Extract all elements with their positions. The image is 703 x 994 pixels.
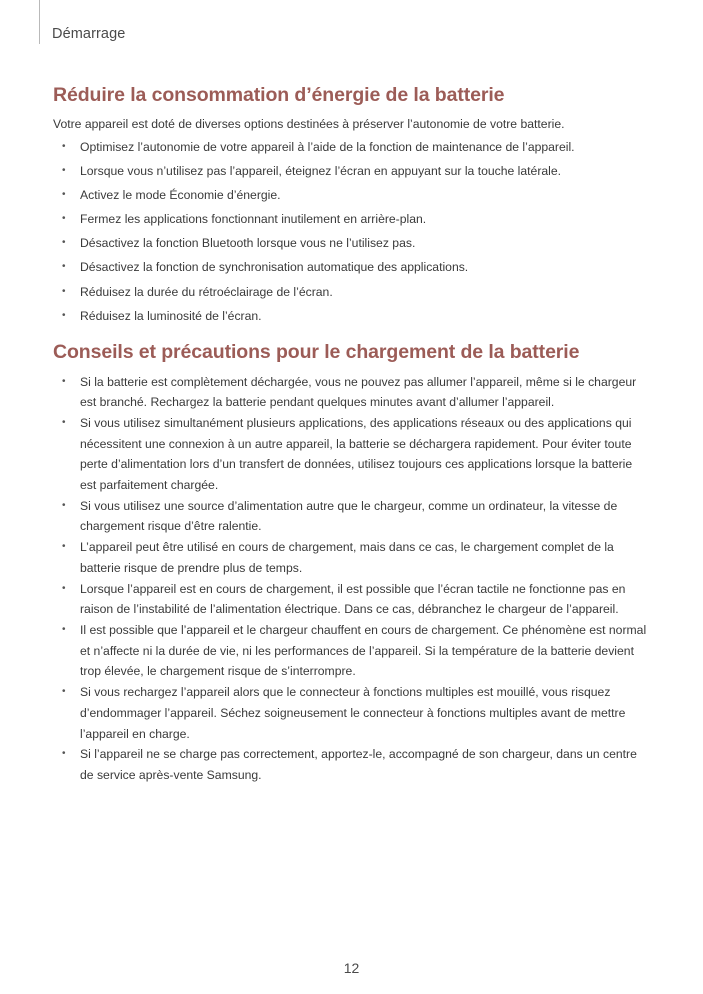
bullet-icon: • xyxy=(62,165,66,177)
list-item xyxy=(53,139,648,155)
list-item xyxy=(53,259,648,275)
list-item xyxy=(53,744,648,785)
list-item-text: Lorsque vous n’utilisez pas l’appareil, éteignez l’écran en appuyant sur la touche latérale. xyxy=(80,164,562,179)
bullet-icon: • xyxy=(62,141,66,152)
bullet-icon: • xyxy=(62,748,66,760)
list-item-text: Réduisez la durée du rétroéclairage de l’écran. xyxy=(80,284,333,299)
list-item-text: Si vous utilisez simultanément plusieurs applications, des applications réseaux ou des applications qui nécessitent une connexion à un autre appareil, la batterie se déchargera rapidement. Pour éviter toute perte d’alimentation lors d’un transfert de données, utilisez toujours ces applications lorsque la batterie est parfaitement chargée. xyxy=(80,416,633,492)
bullet-icon: • xyxy=(62,285,66,297)
bullet-icon: • xyxy=(62,624,66,636)
list-item xyxy=(53,308,648,324)
bullet-icon: • xyxy=(62,189,66,201)
list-item xyxy=(53,211,648,227)
list-item-text: Désactivez la fonction Bluetooth lorsque vous ne l’utilisez pas. xyxy=(80,236,416,251)
list-item-text: Fermez les applications fonctionnant inutilement en arrière-plan. xyxy=(80,212,427,227)
bullet-icon: • xyxy=(62,582,66,594)
list-item-text: Activez le mode Économie d’énergie. xyxy=(80,188,281,203)
list-item-text: Optimisez l’autonomie de votre appareil à l’aide de la fonction de maintenance de l’appareil. xyxy=(80,140,575,154)
list-item xyxy=(53,413,648,495)
battery-saving-list xyxy=(53,139,648,324)
bullet-icon: • xyxy=(62,417,66,429)
list-item xyxy=(53,620,648,682)
bullet-icon: • xyxy=(62,541,66,553)
bullet-icon: • xyxy=(62,213,66,225)
list-item-text: Il est possible que l’appareil et le chargeur chauffent en cours de chargement. Ce phénomène est normal et n’affecte ni la durée de vie, ni les performances de l’appareil. Si la température de la batterie devient trop élevée, le chargement risque de s’interrompre. xyxy=(80,623,647,679)
list-item xyxy=(53,372,648,413)
list-item-text: Lorsque l’appareil est en cours de chargement, il est possible que l’écran tactile ne fonctionne pas en raison de l’instabilité de l’alimentation électrique. Dans ce cas, débranchez le chargeur de l’appareil. xyxy=(80,581,626,617)
bullet-icon: • xyxy=(62,375,66,387)
list-item xyxy=(53,537,648,578)
list-item-text: Désactivez la fonction de synchronisation automatique des applications. xyxy=(80,260,469,275)
list-item xyxy=(53,496,648,537)
page-number: 12 xyxy=(343,960,360,976)
section-heading-battery-saving: Réduire la consommation d’énergie de la batterie xyxy=(53,84,505,106)
list-item xyxy=(53,284,648,300)
section-intro: Votre appareil est doté de diverses options destinées à préserver l’autonomie de votre batterie. xyxy=(53,117,565,131)
list-item xyxy=(53,682,648,744)
chapter-title: Démarrage xyxy=(52,26,126,42)
list-item-text: Réduisez la luminosité de l’écran. xyxy=(80,308,262,323)
list-item-text: Si vous utilisez une source d’alimentation autre que le chargeur, comme un ordinateur, la vitesse de chargement risque d’être ralentie. xyxy=(80,498,618,534)
list-item xyxy=(53,235,648,251)
list-item xyxy=(53,579,648,620)
charging-tips-list xyxy=(53,372,648,786)
list-item xyxy=(53,163,648,179)
list-item xyxy=(53,187,648,203)
list-item-text: L’appareil peut être utilisé en cours de chargement, mais dans ce cas, le chargement complet de la batterie risque de prendre plus de temps. xyxy=(80,540,614,575)
list-item-text: Si l’appareil ne se charge pas correctement, apportez-le, accompagné de son chargeur, dans un centre de service après-vente Samsung. xyxy=(80,747,637,783)
list-item-text: Si la batterie est complètement déchargée, vous ne pouvez pas allumer l’appareil, même si le chargeur est branché. Rechargez la batterie pendant quelques minutes avant d’allumer l’appareil. xyxy=(80,374,637,410)
bullet-icon: • xyxy=(62,237,66,249)
bullet-icon: • xyxy=(62,309,66,321)
bullet-icon: • xyxy=(62,686,66,698)
section-heading-charging-tips: Conseils et précautions pour le chargement de la batterie xyxy=(53,340,580,363)
bullet-icon: • xyxy=(62,261,66,273)
header-divider xyxy=(39,0,40,44)
list-item-text: Si vous rechargez l’appareil alors que le connecteur à fonctions multiples est mouillé, vous risquez d’endommager l’appareil. Séchez soigneusement le connecteur à fonctions multiples avant de mettre l’appareil en charge. xyxy=(80,685,626,741)
bullet-icon: • xyxy=(62,499,66,511)
page-content xyxy=(53,84,648,786)
